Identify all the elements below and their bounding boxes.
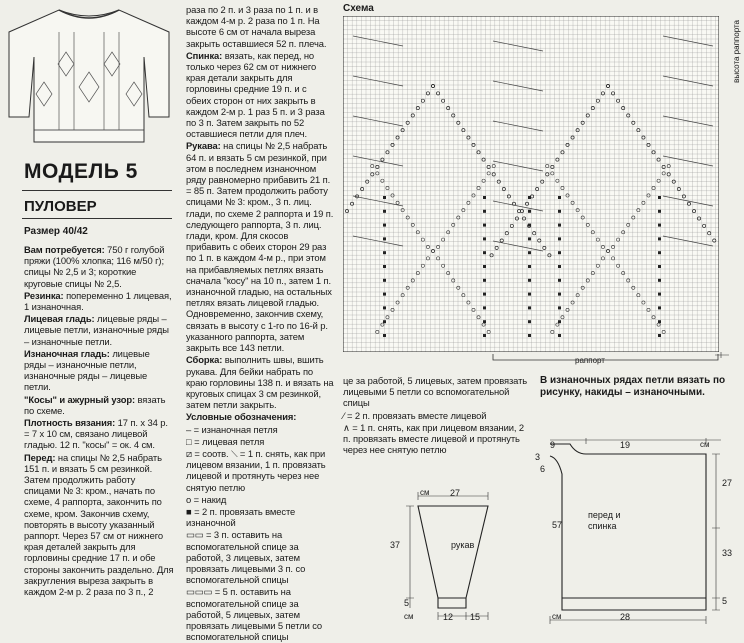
legend-item: ■ = 2 п. провязать вместе изнаночной xyxy=(186,505,296,529)
purl-together-mark xyxy=(658,293,661,296)
purl-together-mark xyxy=(558,210,561,213)
purl-together-mark xyxy=(528,224,531,227)
purl-together-mark xyxy=(383,224,386,227)
body-upper-dim: 27 xyxy=(722,478,733,488)
body-total-dim: 57 xyxy=(552,520,563,530)
purl-together-mark xyxy=(383,210,386,213)
para: Плотность вязания: 17 п. х 34 р. = 7 х 10 см, связано лицевой гладью. 12 п. "косы" = ок. 4 см. xyxy=(24,417,168,451)
rapport-bracket xyxy=(343,352,733,366)
purl-together-mark xyxy=(558,334,561,337)
purl-together-mark xyxy=(528,279,531,282)
body-width-dim: 28 xyxy=(620,612,631,622)
unit-label: см xyxy=(404,612,414,621)
body-top-b-dim: 19 xyxy=(620,440,631,450)
instructions-column-2 xyxy=(186,4,334,643)
para: Лицевая гладь: лицевые ряды – лицевые петли, изнаночные ряды – изнаночные петли. xyxy=(24,313,169,347)
purl-together-mark xyxy=(383,265,386,268)
unit-label: см xyxy=(552,612,562,621)
purl-together-mark xyxy=(558,196,561,199)
purl-together-mark xyxy=(528,251,531,254)
pullover-sketch xyxy=(4,2,174,152)
body-rib-dim: 5 xyxy=(722,596,728,606)
unit-label: см xyxy=(420,488,430,497)
purl-together-mark xyxy=(658,334,661,337)
purl-together-mark xyxy=(528,293,531,296)
legend-item: ▭▭ = 3 п. оставить на вспомогательной спице за работой, 3 лицевых, затем провязать лицевыми 3 п. со вспомогательной спицы xyxy=(186,529,306,586)
purl-together-mark xyxy=(528,237,531,240)
legend-item: це за работой, 5 лицевых, затем провязать лицевыми 5 петли со вспомогательной спицы xyxy=(343,375,528,409)
purl-together-mark xyxy=(558,265,561,268)
purl-together-mark xyxy=(658,210,661,213)
legend-item: ⧄ = соотв. ⟍ = 1 п. снять, как при лицевом вязании, 1 п. провязать лицевой и протянуть через нее снятую петлю xyxy=(186,447,326,493)
para: Резинка: попеременно 1 лицевая, 1 изнаночная. xyxy=(24,289,172,313)
para: "Косы" и ажурный узор: вязать по схеме. xyxy=(24,393,166,416)
schema-title: Схема xyxy=(343,3,374,14)
para: Спинка: вязать, как перед, но только через 62 см от нижнего края детали закрыть для горловины средние 19 п. и с обеих сторон от них закрыть в каждом 2-м р. 1 раз 5 п. и 3 раза по 3 п. Затем закрыть по 52 оставшиеся петли для плеч. xyxy=(186,49,325,140)
para: Сборка: выполнить швы, вшить рукава. Для бейки набрать по краю горловины 138 п. и вязать на круговых спицах 3 см резинкой, затем петли закрыть. xyxy=(186,354,334,411)
purl-together-mark xyxy=(658,224,661,227)
body-pattern xyxy=(536,438,736,626)
purl-together-mark xyxy=(558,306,561,309)
body-label: перед и спинка xyxy=(588,510,621,531)
legend-item: ⁄ = 2 п. провязать вместе лицевой xyxy=(343,409,487,421)
garment-title: ПУЛОВЕР xyxy=(24,198,97,215)
purl-together-mark xyxy=(383,251,386,254)
para: раза по 2 п. и 3 раза по 1 п. и в каждом 4-м р. 2 раза по 1 п. На высоте 6 см от начала выреза закрыть оставшиеся 52 п. плеча. xyxy=(186,4,327,49)
para: Перед: на спицы № 2,5 набрать 151 п. и вязать 5 см резинкой. Затем продолжить работу спицами № 3: кром., начать по схеме, 4 раппорта, закончить по схеме, кром. Закончив схему, повторять в высоту указанный раппорт. Через 57 см от нижнего края деталей закрыть для горловины средние 17 п. и обе стороны закончить раздельно. Для закругления выреза закрыть в каждом 2-м р. 2 раза по 3 п., 2 xyxy=(24,451,174,598)
purl-together-mark xyxy=(383,320,386,323)
purl-together-mark xyxy=(383,196,386,199)
purl-together-mark xyxy=(483,306,486,309)
purl-together-mark xyxy=(483,251,486,254)
purl-together-mark xyxy=(658,265,661,268)
para: Рукава: на спицы № 2,5 набрать 64 п. и вязать 5 см резинкой, при этом в последнем изнаночном ряду равномерно прибавить 21 п. = 85 п. Затем продолжить работу спицами № 3: кром., 3 п. лиц. глади, по схеме 2 раппорта и 19 п. следующего раппорта, 3 п. лиц. глади, кром. Для скосов прибавить с обеих сторон 29 раз по 1 п. в каждом 4-м р., при этом на прибавляемых петлях вязать сначала "косу" на 10 п., затем 1 п. изнаночной гладью, на остальных петлях вязать лицевой гладью. Одновременно, закончив схему, связать в высоту с 1-го по 16-й р. указанного раппорта, затем закрыть все 143 петли. xyxy=(186,140,334,354)
model-title: МОДЕЛЬ 5 xyxy=(24,160,138,183)
purl-together-mark xyxy=(528,306,531,309)
legend-title: Условные обозначения: xyxy=(186,411,297,423)
purl-together-mark xyxy=(483,320,486,323)
body-top-a-dim: 9 xyxy=(550,440,556,450)
rapport-label: раппорт xyxy=(575,356,605,365)
sleeve-top-dim: 27 xyxy=(450,488,461,498)
sleeve-base-right-dim: 15 xyxy=(470,612,481,622)
purl-together-mark xyxy=(658,279,661,282)
unit-label: см xyxy=(700,440,710,449)
sleeve-base-left-dim: 12 xyxy=(443,612,454,622)
rapport-height-label: высота раппорта xyxy=(732,20,741,83)
divider xyxy=(22,218,172,219)
legend-item: ▭▭▭ = 5 п. оставить на вспомогательной спице за работой, 5 лицевых, затем провязать лицевыми 5 петли со вспомогательной спицы xyxy=(186,586,323,643)
purl-together-mark xyxy=(558,224,561,227)
purl-together-mark xyxy=(658,251,661,254)
purl-together-mark xyxy=(483,265,486,268)
purl-together-mark xyxy=(558,251,561,254)
legend-continuation xyxy=(343,375,533,456)
purl-together-mark xyxy=(483,210,486,213)
legend-item: ∧ = 1 п. снять, как при лицевом вязании, 2 п. провязать вместе лицевой и протянуть через нее снятую петлю xyxy=(343,421,525,456)
body-lower-dim: 33 xyxy=(722,548,733,558)
legend-item: □ = лицевая петля xyxy=(186,435,265,447)
purl-together-mark xyxy=(658,306,661,309)
purl-together-mark xyxy=(528,210,531,213)
size-label: Размер 40/42 xyxy=(24,226,88,237)
purl-together-mark xyxy=(483,334,486,337)
purl-together-mark xyxy=(528,196,531,199)
purl-together-mark xyxy=(658,320,661,323)
purl-together-mark xyxy=(383,293,386,296)
purl-together-mark xyxy=(483,293,486,296)
purl-together-mark xyxy=(558,293,561,296)
purl-together-mark xyxy=(658,196,661,199)
purl-together-mark xyxy=(383,334,386,337)
sleeve-label: рукав xyxy=(451,540,475,550)
sleeve-height-dim: 37 xyxy=(390,540,401,550)
purl-together-mark xyxy=(483,196,486,199)
purl-together-mark xyxy=(528,265,531,268)
para: Вам потребуется: 750 г голубой пряжи (100% хлопка; 116 м/50 г); спицы № 2,5 и 3; короткие круговые спицы № 2,5. xyxy=(24,244,165,289)
para: Изнаночная гладь: лицевые ряды – изнаночные петли, изнаночные ряды – лицевые петли. xyxy=(24,347,150,393)
purl-together-mark xyxy=(558,279,561,282)
purl-together-mark xyxy=(383,279,386,282)
purl-together-mark xyxy=(528,334,531,337)
knitting-chart xyxy=(343,16,719,352)
legend-item: o = накид xyxy=(186,493,227,505)
neck-depth-dim: 3 xyxy=(535,452,541,462)
purl-together-mark xyxy=(528,320,531,323)
neck-depth-2-dim: 6 xyxy=(540,464,546,474)
sleeve-cuff-dim: 5 xyxy=(404,598,410,608)
purl-together-mark xyxy=(558,237,561,240)
purl-together-mark xyxy=(383,237,386,240)
instructions-column-1 xyxy=(24,244,174,598)
divider xyxy=(22,190,172,191)
purl-rows-note: В изнаночных рядах петли вязать по рисунку, накиды – изнаночными. xyxy=(540,375,726,398)
purl-together-mark xyxy=(383,306,386,309)
purl-together-mark xyxy=(558,320,561,323)
purl-together-mark xyxy=(483,279,486,282)
purl-together-mark xyxy=(483,224,486,227)
purl-together-mark xyxy=(658,237,661,240)
purl-together-mark xyxy=(483,237,486,240)
legend-item: – = изнаночная петля xyxy=(186,423,278,435)
